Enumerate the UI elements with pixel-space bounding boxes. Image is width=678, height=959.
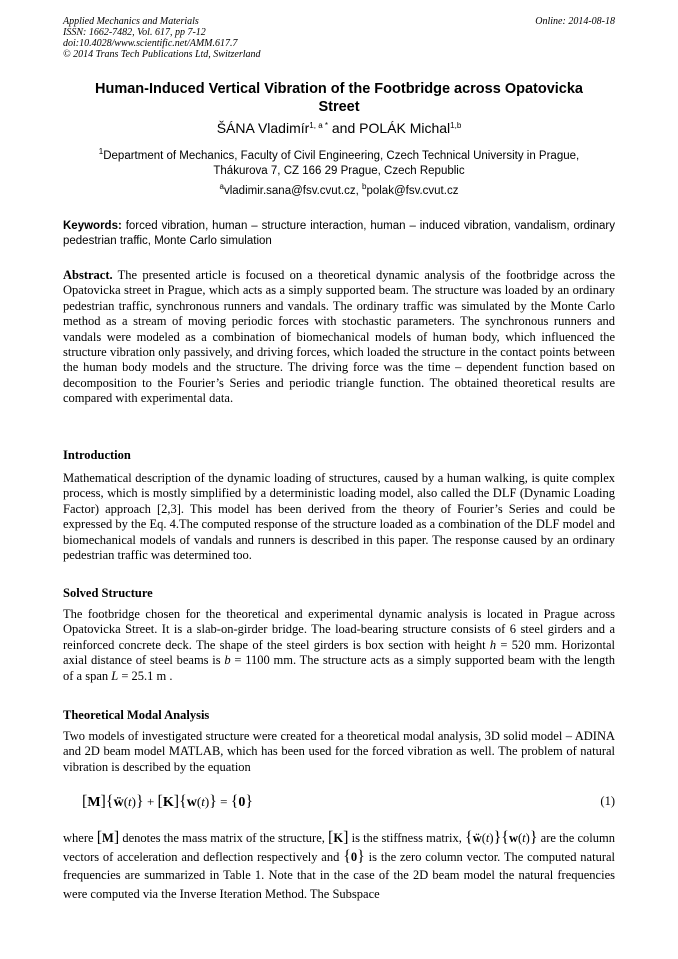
keywords-text: forced vibration, human – structure interaction, human – induced vibration, vandalism, ordinary pedestrian traffic, Monte Carlo simulation xyxy=(63,220,615,247)
author-2: and POLÁK Michal xyxy=(331,120,451,136)
affiliation-line-1: Department of Mechanics, Faculty of Civil Engineering, Czech Technical University in Prague, xyxy=(103,150,580,162)
paper-title xyxy=(63,80,615,116)
authors xyxy=(63,119,615,137)
affiliation xyxy=(63,149,615,179)
modal-analysis-text: Two models of investigated structure were created for a theoretical modal analysis, 3D solid model – ADINA and 2D beam model MATLAB, which has been used for the forced vibration as well. The problem of natural vibration is described by the equation xyxy=(63,729,615,774)
journal-name: Applied Mechanics and Materials xyxy=(63,16,199,27)
title-line-1: Human-Induced Vertical Vibration of the Footbridge across Opatovicka xyxy=(95,81,583,97)
issn-line: ISSN: 1662-7482, Vol. 617, pp 7-12 xyxy=(63,27,206,38)
author-1-sup: 1, a * xyxy=(309,121,328,130)
online-date: Online: 2014-08-18 xyxy=(535,16,615,27)
email-b: polak@fsv.cvut.cz xyxy=(366,185,459,197)
journal-header xyxy=(63,16,615,60)
copyright-line: © 2014 Trans Tech Publications Ltd, Switzerland xyxy=(63,49,261,60)
solved-text-2: . Horizontal axial distance of steel beams is xyxy=(63,637,616,668)
solved-text-4: . xyxy=(169,668,173,683)
after-text-3: is the stiffness matrix, xyxy=(351,831,462,845)
var-h: h xyxy=(489,637,497,652)
val-b: = 1100 mm xyxy=(230,653,293,668)
var-b: b xyxy=(224,653,231,668)
abstract-label: Abstract. xyxy=(63,268,113,282)
solved-text-1: The footbridge chosen for the theoretical and experimental dynamic analysis is located in Prague across Opatovicka Street. It is a slab-on-girder bridge. The load-bearing structure consists of 6 steel girders and a reinforced concrete deck. The shape of the steel girders is box section with height xyxy=(63,607,615,652)
var-l: L xyxy=(111,668,119,683)
affiliation-sup: 1 xyxy=(98,147,104,156)
doi-line: doi:10.4028/www.scientific.net/AMM.617.7 xyxy=(63,38,238,49)
modal-analysis-heading: Theoretical Modal Analysis xyxy=(63,708,210,722)
introduction-heading: Introduction xyxy=(63,448,131,462)
equation-number: (1) xyxy=(600,794,615,808)
emails xyxy=(63,184,615,199)
after-text-1: where xyxy=(63,831,94,845)
val-l: = 25.1 m xyxy=(118,668,167,683)
after-text-5: is the zero column vector. The computed natural frequencies are summarized in Table 1. Note that in the case of the 2D beam model the natural frequencies were computed via the Inverse Iteration Method. The Subspace xyxy=(63,849,616,901)
title-line-2: Street xyxy=(318,99,360,115)
val-h: = 520 mm xyxy=(496,637,555,652)
author-2-sup: 1,b xyxy=(450,121,462,130)
equation-1: [M]{ẅ(t)} + [K]{w(t)} = {0} xyxy=(82,793,254,810)
email-b-sup: b xyxy=(362,182,367,191)
after-text-2: denotes the mass matrix of the structure, xyxy=(122,831,325,845)
abstract-text: The presented article is focused on a theoretical dynamic analysis of the footbridge across the Opatovicka street in Prague, which acts as a simply supported beam. The structure was loaded by an ordinary pedestrian traffic, synchronous runners and vandals. The ordinary traffic was simulated by the Monte Carlo method as a stream of moving periodic forces with stochastic parameters. The synchronous runners and vandals were modeled as a combination of biomechanical models of human body, which influenced the structure vibration only passively, and driving forces, which loaded the structure in the contact points between the human body models and the structure. The driving force was the time – dependent function based on decomposition to the Fourier’s Series and periodic triangle function. The obtained theoretical results are compared with experimental data. xyxy=(63,268,615,406)
keywords xyxy=(63,219,615,249)
solved-text-3: . The structure acts as a simply supported beam with the length of a span xyxy=(63,653,615,683)
solved-structure-heading: Solved Structure xyxy=(63,586,153,600)
email-a: vladimir.sana@fsv.cvut.cz, xyxy=(223,185,359,197)
introduction-text: Mathematical description of the dynamic loading of structures, caused by a human walking, is quite complex process, which is mostly simplified by a deterministic loading model, also called the DLF (Dynamic Loading Factor) approach [2,3]. This model has been derived from the theory of Fourier’s Series and could be expressed by the Eq. 4.The computed response of the structure loaded as a combination of the DLF model and biomechanical models of vandals and runners is described in this paper. The response caused by an ordinary pedestrian traffic was determined too. xyxy=(63,471,615,563)
equation-explanation: where [M] denotes the mass matrix of the structure, [K] is the stiffness matrix, {ẅ(t)}{w(t)} are the column vectors of acceleration and deflection respectively and {0} is the zero column vector. The computed natural frequencies are summarized in Table 1. Note that in the case of the 2D beam model the natural frequencies were computed via the Inverse Iteration Method. The Subspace xyxy=(63,829,616,901)
author-1: ŠÁNA Vladimír xyxy=(216,120,310,136)
affiliation-line-2: Thákurova 7, CZ 166 29 Prague, Czech Republic xyxy=(213,165,465,177)
after-text-4: are the column vectors of acceleration and deflection respectively and xyxy=(63,831,615,864)
email-a-sup: a xyxy=(219,182,224,191)
keywords-label: Keywords: xyxy=(63,220,122,232)
abstract xyxy=(63,268,615,407)
solved-structure-text xyxy=(63,607,615,684)
